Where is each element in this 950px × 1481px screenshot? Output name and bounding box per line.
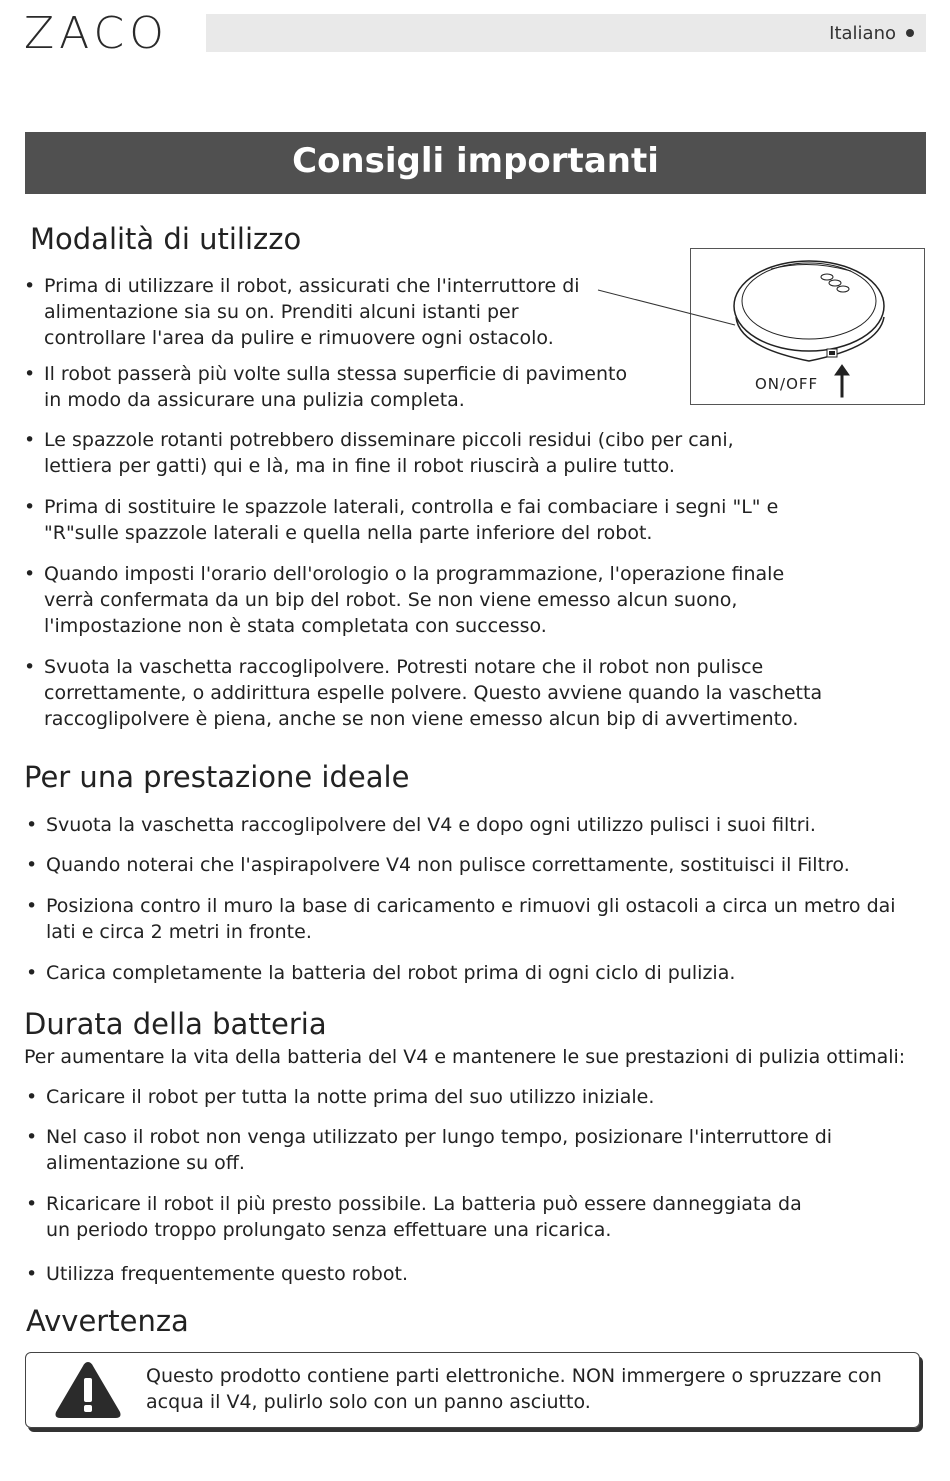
warning-text-line: acqua il V4, pulirlo solo con un panno asciutto. [146, 1391, 591, 1413]
bullet-dot-icon [906, 29, 914, 37]
list-item [24, 561, 864, 639]
list-item [26, 812, 946, 838]
list-item-line: Prima di sostituire le spazzole laterali, controlla e fai combaciare i segni "L" e [44, 496, 779, 518]
list-item [26, 1261, 946, 1287]
bullet-dot-icon: • [26, 814, 38, 836]
bullet-dot-icon: • [26, 1086, 38, 1108]
list-item [26, 1191, 946, 1243]
list-item-line: Nel caso il robot non venga utilizzato per lungo tempo, posizionare l'interruttore di [46, 1126, 833, 1148]
list-item [26, 893, 946, 945]
bullet-dot-icon: • [26, 1126, 38, 1148]
warning-box [25, 1352, 920, 1428]
list-item-line: Il robot passerà più volte sulla stessa superficie di pavimento [44, 363, 628, 385]
list-item-line: Ricaricare il robot il più presto possibile. La batteria può essere danneggiata da [46, 1193, 802, 1215]
list-item-line: alimentazione su off. [46, 1152, 245, 1174]
list-item [24, 427, 864, 479]
bullet-dot-icon: • [24, 363, 36, 385]
list-item-line: in modo da assicurare una pulizia completa. [44, 389, 465, 411]
list-item [24, 654, 864, 732]
bullet-dot-icon: • [26, 1193, 38, 1215]
list-item-line: Carica completamente la batteria del robot prima di ogni ciclo di pulizia. [46, 962, 736, 984]
list-item-line: Prima di utilizzare il robot, assicurati che l'interruttore di [44, 275, 580, 297]
warning-text-line: Questo prodotto contiene parti elettroniche. NON immergere o spruzzare con [146, 1365, 882, 1387]
bullet-dot-icon: • [24, 563, 36, 585]
bullet-dot-icon: • [26, 1263, 38, 1285]
list-item-line: raccoglipolvere è piena, anche se non viene emesso alcun bip di avvertimento. [44, 708, 799, 730]
list-item-line: verrà confermata da un bip del robot. Se non viene emesso alcun suono, [44, 589, 738, 611]
section-heading-warning: Avvertenza [26, 1304, 189, 1338]
section-heading-usage: Modalità di utilizzo [30, 222, 302, 256]
language-label: Italiano [829, 23, 896, 44]
section-heading-performance: Per una prestazione ideale [24, 760, 410, 794]
bullet-dot-icon: • [26, 962, 38, 984]
warning-triangle-icon [52, 1358, 124, 1422]
list-item-line: Svuota la vaschetta raccoglipolvere del V4 e dopo ogni utilizzo pulisci i suoi filtri. [46, 814, 816, 836]
battery-intro: Per aumentare la vita della batteria del V4 e mantenere le sue prestazioni di pulizia ottimali: [24, 1046, 906, 1068]
list-item-line: "R"sulle spazzole laterali e quella nella parte inferiore del robot. [44, 522, 653, 544]
list-item-line: Svuota la vaschetta raccoglipolvere. Potresti notare che il robot non pulisce [44, 656, 764, 678]
bullet-dot-icon: • [26, 895, 38, 917]
bullet-dot-icon: • [24, 429, 36, 451]
list-item-line: l'impostazione non è stata completata con successo. [44, 615, 547, 637]
list-item-line: controllare l'area da pulire e rimuovere ogni ostacolo. [44, 327, 554, 349]
list-item-line: lati e circa 2 metri in fronte. [46, 921, 312, 943]
list-item-line: Quando imposti l'orario dell'orologio o la programmazione, l'operazione finale [44, 563, 785, 585]
list-item-line: Quando noterai che l'aspirapolvere V4 non pulisce correttamente, sostituisci il Filtro. [46, 854, 850, 876]
list-item [26, 960, 946, 986]
brand-logo: ZACO [24, 8, 169, 59]
list-item-line: alimentazione sia su on. Prenditi alcuni istanti per [44, 301, 519, 323]
bullet-dot-icon: • [24, 656, 36, 678]
list-item [26, 1084, 946, 1110]
list-item-line: Posiziona contro il muro la base di caricamento e rimuovi gli ostacoli a circa un metro dai [46, 895, 896, 917]
list-item [24, 494, 864, 546]
bullet-dot-icon: • [24, 496, 36, 518]
language-bar [206, 14, 926, 52]
section-heading-battery: Durata della batteria [24, 1007, 327, 1041]
warning-text [146, 1363, 906, 1415]
bullet-dot-icon: • [26, 854, 38, 876]
list-item-line: un periodo troppo prolungato senza effettuare una ricarica. [46, 1219, 612, 1241]
list-item-line: Caricare il robot per tutta la notte prima del suo utilizzo iniziale. [46, 1086, 655, 1108]
robot-figure [690, 248, 925, 405]
on-off-label: ON/OFF [755, 375, 819, 393]
list-item [26, 852, 946, 878]
list-item [26, 1124, 946, 1176]
list-item-line: lettiera per gatti) qui e là, ma in fine il robot riuscirà a pulire tutto. [44, 455, 675, 477]
list-item-line: correttamente, o addirittura espelle polvere. Questo avviene quando la vaschetta [44, 682, 823, 704]
list-item-line: Le spazzole rotanti potrebbero disseminare piccoli residui (cibo per cani, [44, 429, 734, 451]
page-title: Consigli importanti [25, 132, 926, 194]
list-item-line: Utilizza frequentemente questo robot. [46, 1263, 408, 1285]
bullet-dot-icon: • [24, 275, 36, 297]
